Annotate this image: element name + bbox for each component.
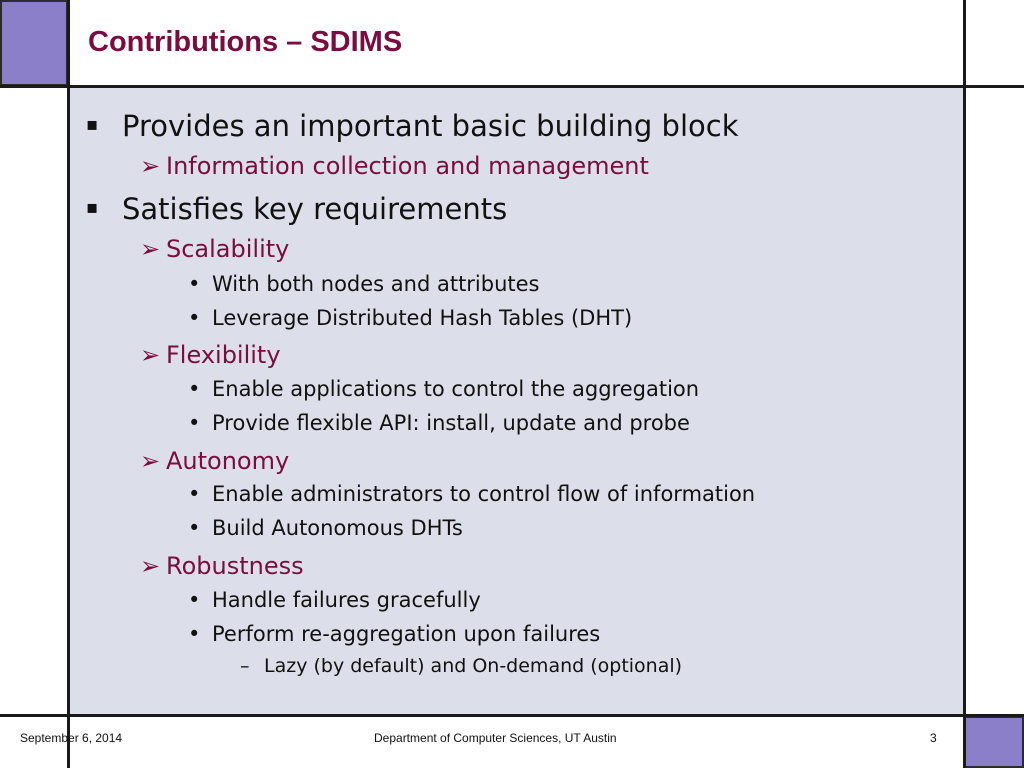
bullet-level3 [188,482,755,506]
bullet-level4 [240,655,682,677]
footer-page-number: 3 [930,731,937,745]
bullet-level2 [140,341,281,369]
footer-department: Department of Computer Sciences, UT Austin [374,731,617,745]
bullet-text: Perform re-aggregation upon failures [212,622,601,646]
bullet-text: Provide flexible API: install, update and probe [212,411,690,435]
frame-line-bottom [0,714,1024,717]
content-panel [70,88,963,714]
bullet-level3 [188,377,699,401]
square-bullet-icon: ▪ [86,114,99,135]
bullet-text: Lazy (by default) and On-demand (optional) [264,655,683,677]
arrow-bullet-icon: ➢ [140,447,161,475]
bullet-text: With both nodes and attributes [212,272,540,296]
frame-line-right [963,0,966,768]
bullet-level2 [140,235,289,263]
dot-bullet-icon: • [188,482,201,506]
bullet-level3 [188,272,540,296]
bullet-level1 [86,109,739,143]
bullet-level3 [188,411,690,435]
bullet-level2 [140,552,304,580]
bullet-level3 [188,588,481,612]
square-bullet-icon: ▪ [86,197,99,218]
bullet-text: Enable applications to control the aggregation [212,377,700,401]
bullet-level2 [140,152,649,180]
dot-bullet-icon: • [188,411,201,435]
bullet-level3 [188,306,632,330]
dot-bullet-icon: • [188,272,201,296]
arrow-bullet-icon: ➢ [140,552,161,580]
corner-square-top-left [0,0,68,86]
dot-bullet-icon: • [188,588,201,612]
arrow-bullet-icon: ➢ [140,341,161,369]
dot-bullet-icon: • [188,377,201,401]
bullet-level3 [188,516,463,540]
bullet-text: Flexibility [166,341,281,369]
corner-square-bottom-right [964,716,1024,768]
bullet-text: Leverage Distributed Hash Tables (DHT) [212,306,633,330]
bullet-text: Information collection and management [166,152,649,180]
slide-title: Contributions – SDIMS [88,26,403,58]
bullet-text: Robustness [166,552,304,580]
bullet-text: Provides an important basic building block [122,109,739,143]
bullet-text: Handle failures gracefully [212,588,481,612]
footer-date: September 6, 2014 [20,731,123,745]
bullet-level1 [86,192,507,226]
bullet-text: Satisfies key requirements [122,192,508,226]
dot-bullet-icon: • [188,516,201,540]
bullet-text: Enable administrators to control flow of information [212,482,756,506]
dash-bullet-icon: – [240,655,250,677]
arrow-bullet-icon: ➢ [140,152,161,180]
arrow-bullet-icon: ➢ [140,235,161,263]
bullet-level3 [188,622,600,646]
bullet-text: Autonomy [166,447,290,475]
bullet-level2 [140,447,289,475]
bullet-text: Build Autonomous DHTs [212,516,463,540]
dot-bullet-icon: • [188,306,201,330]
bullet-text: Scalability [166,235,290,263]
dot-bullet-icon: • [188,622,201,646]
